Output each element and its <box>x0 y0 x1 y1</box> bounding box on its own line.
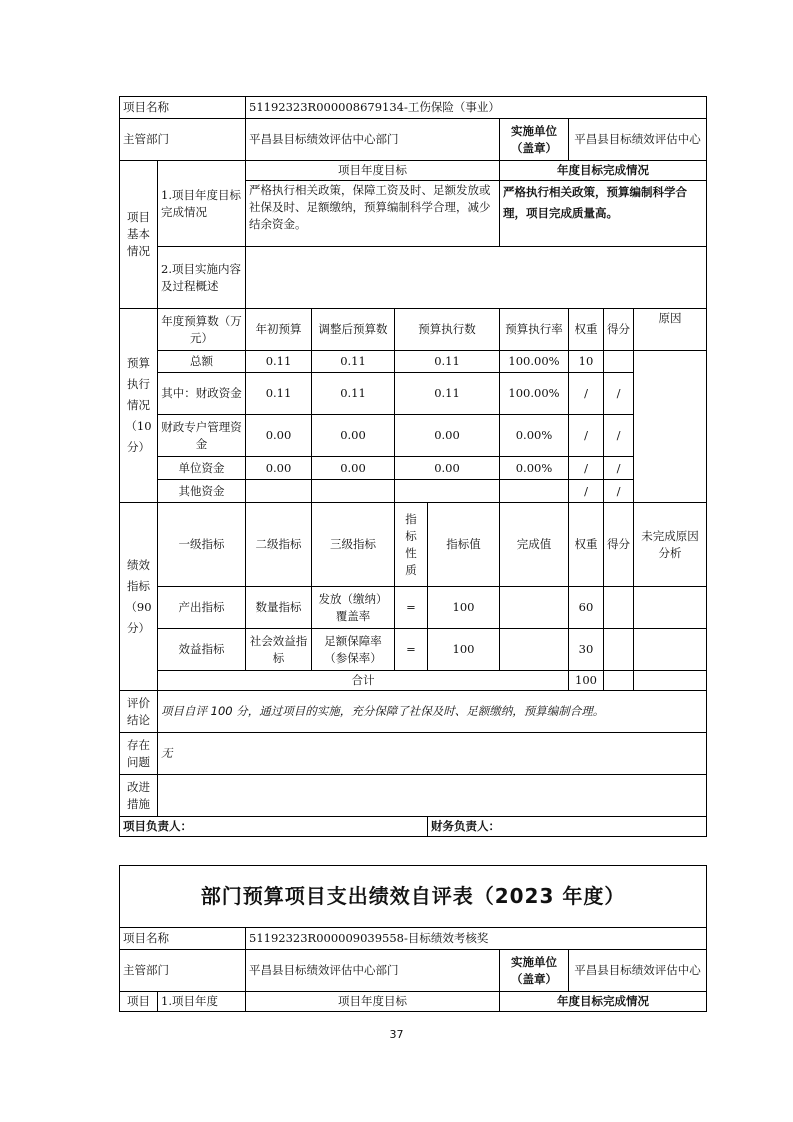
issue-text: 无 <box>158 733 707 775</box>
project-name-label: 项目名称 <box>120 97 246 119</box>
budget-row-score: / <box>604 457 634 480</box>
perf-row-value: 100 <box>428 629 500 671</box>
impl-unit-value: 平昌县目标绩效评估中心 <box>569 950 707 992</box>
budget-row-executed: 0.11 <box>395 373 500 415</box>
perf-header-analysis: 未完成原因分析 <box>634 503 707 587</box>
perf-row-weight: 60 <box>569 587 604 629</box>
project-name: 51192323R000009039558-目标绩效考核奖 <box>246 928 707 950</box>
budget-row-adjusted: 0.11 <box>312 373 395 415</box>
impl-unit-value: 平昌县目标绩效评估中心 <box>569 119 707 161</box>
perf-table-2 <box>119 865 707 1012</box>
budget-row-weight: 10 <box>569 351 604 373</box>
perf-table-1 <box>119 96 707 837</box>
perf-row-nature: = <box>395 587 428 629</box>
budget-row-rate: 100.00% <box>500 351 569 373</box>
budget-row-initial: 0.00 <box>246 415 312 457</box>
completion-text: 严格执行相关政策，预算编制科学合理，项目完成质量高。 <box>500 181 707 247</box>
budget-row-rate: 0.00% <box>500 457 569 480</box>
annual-goal-header: 项目年度目标 <box>246 992 500 1012</box>
perf-row-done <box>500 587 569 629</box>
project-name-label: 项目名称 <box>120 928 246 950</box>
perf-row-score <box>604 629 634 671</box>
perf-row-level1: 产出指标 <box>158 587 246 629</box>
perf-row-score <box>604 587 634 629</box>
basic-info-label: 项目基本情况 <box>120 161 158 309</box>
page-number: 37 <box>389 1028 404 1041</box>
budget-row-score <box>604 351 634 373</box>
budget-header-score: 得分 <box>604 309 634 351</box>
budget-row-score: / <box>604 373 634 415</box>
budget-header-initial: 年初预算 <box>246 309 312 351</box>
process-text <box>246 247 707 309</box>
perf-row-level2: 社会效益指标 <box>246 629 312 671</box>
perf-row-weight: 30 <box>569 629 604 671</box>
annual-goal-text: 严格执行相关政策，保障工资及时、足额发放或社保及时、足额缴纳，预算编制科学合理，减少结余资金。 <box>246 181 500 247</box>
budget-row-name: 单位资金 <box>158 457 246 480</box>
perf-row-analysis <box>634 587 707 629</box>
budget-row-executed: 0.00 <box>395 415 500 457</box>
finance-leader-label: 财务负责人： <box>428 817 707 837</box>
budget-row-rate <box>500 480 569 503</box>
perf-row-level3: 足额保障率（参保率） <box>312 629 395 671</box>
budget-row-name: 财政专户管理资金 <box>158 415 246 457</box>
dept-label: 主管部门 <box>120 950 246 992</box>
budget-row-name: 其中：财政资金 <box>158 373 246 415</box>
perf-header-done: 完成值 <box>500 503 569 587</box>
perf-section-label: 绩效指标（90分） <box>120 503 158 691</box>
impl-unit-label: 实施单位（盖章） <box>500 119 569 161</box>
budget-header-year: 年度预算数（万元） <box>158 309 246 351</box>
budget-row-rate: 0.00% <box>500 415 569 457</box>
total-weight: 100 <box>569 671 604 691</box>
budget-row-weight: / <box>569 415 604 457</box>
impl-unit-label: 实施单位（盖章） <box>500 950 569 992</box>
budget-row-initial: 0.00 <box>246 457 312 480</box>
budget-row-executed <box>395 480 500 503</box>
total-label: 合计 <box>158 671 569 691</box>
perf-row-level1: 效益指标 <box>158 629 246 671</box>
issue-label: 存在问题 <box>120 733 158 775</box>
budget-row-name: 其他资金 <box>158 480 246 503</box>
basic-info-label: 项目 <box>120 992 158 1012</box>
perf-row-value: 100 <box>428 587 500 629</box>
perf-row-level3: 发放（缴纳）覆盖率 <box>312 587 395 629</box>
dept-value: 平昌县目标绩效评估中心部门 <box>246 119 500 161</box>
perf-row-analysis <box>634 629 707 671</box>
perf-header-weight: 权重 <box>569 503 604 587</box>
budget-row-adjusted <box>312 480 395 503</box>
perf-row-done <box>500 629 569 671</box>
budget-row-weight: / <box>569 457 604 480</box>
goal-label: 1.项目年度 <box>158 992 246 1012</box>
total-score <box>604 671 634 691</box>
budget-header-rate: 预算执行率 <box>500 309 569 351</box>
total-analysis <box>634 671 707 691</box>
budget-row-initial: 0.11 <box>246 351 312 373</box>
budget-row-initial <box>246 480 312 503</box>
perf-header-value: 指标值 <box>428 503 500 587</box>
project-name: 51192323R000008679134-工伤保险（事业） <box>246 97 707 119</box>
completion-header: 年度目标完成情况 <box>500 161 707 181</box>
budget-row-score: / <box>604 480 634 503</box>
budget-section-label: 预算执行情况（10分） <box>120 309 158 503</box>
budget-row-score: / <box>604 415 634 457</box>
process-label: 2.项目实施内容及过程概述 <box>158 247 246 309</box>
improve-text <box>158 775 707 817</box>
budget-row-executed: 0.00 <box>395 457 500 480</box>
budget-row-adjusted: 0.00 <box>312 415 395 457</box>
eval-text: 项目自评 100 分，通过项目的实施，充分保障了社保及时、足额缴纳，预算编制合理。 <box>158 691 707 733</box>
perf-header-level2: 二级指标 <box>246 503 312 587</box>
perf-header-score: 得分 <box>604 503 634 587</box>
annual-goal-header: 项目年度目标 <box>246 161 500 181</box>
budget-row-rate: 100.00% <box>500 373 569 415</box>
dept-value: 平昌县目标绩效评估中心部门 <box>246 950 500 992</box>
budget-row-name: 总额 <box>158 351 246 373</box>
budget-header-weight: 权重 <box>569 309 604 351</box>
table2-title: 部门预算项目支出绩效自评表（2023 年度） <box>120 866 707 928</box>
eval-label: 评价结论 <box>120 691 158 733</box>
budget-header-executed: 预算执行数 <box>395 309 500 351</box>
dept-label: 主管部门 <box>120 119 246 161</box>
budget-row-adjusted: 0.00 <box>312 457 395 480</box>
budget-row-weight: / <box>569 480 604 503</box>
perf-header-level1: 一级指标 <box>158 503 246 587</box>
budget-row-weight: / <box>569 373 604 415</box>
budget-header-reason: 原因 <box>634 309 707 351</box>
budget-header-adjusted: 调整后预算数 <box>312 309 395 351</box>
project-leader-label: 项目负责人： <box>120 817 428 837</box>
perf-row-nature: = <box>395 629 428 671</box>
perf-header-level3: 三级指标 <box>312 503 395 587</box>
budget-reason-cell <box>634 351 707 503</box>
goal-label: 1.项目年度目标完成情况 <box>158 161 246 247</box>
budget-row-adjusted: 0.11 <box>312 351 395 373</box>
perf-row-level2: 数量指标 <box>246 587 312 629</box>
budget-row-initial: 0.11 <box>246 373 312 415</box>
completion-header: 年度目标完成情况 <box>500 992 707 1012</box>
improve-label: 改进措施 <box>120 775 158 817</box>
perf-header-nature: 指标性质 <box>395 503 428 587</box>
budget-row-executed: 0.11 <box>395 351 500 373</box>
